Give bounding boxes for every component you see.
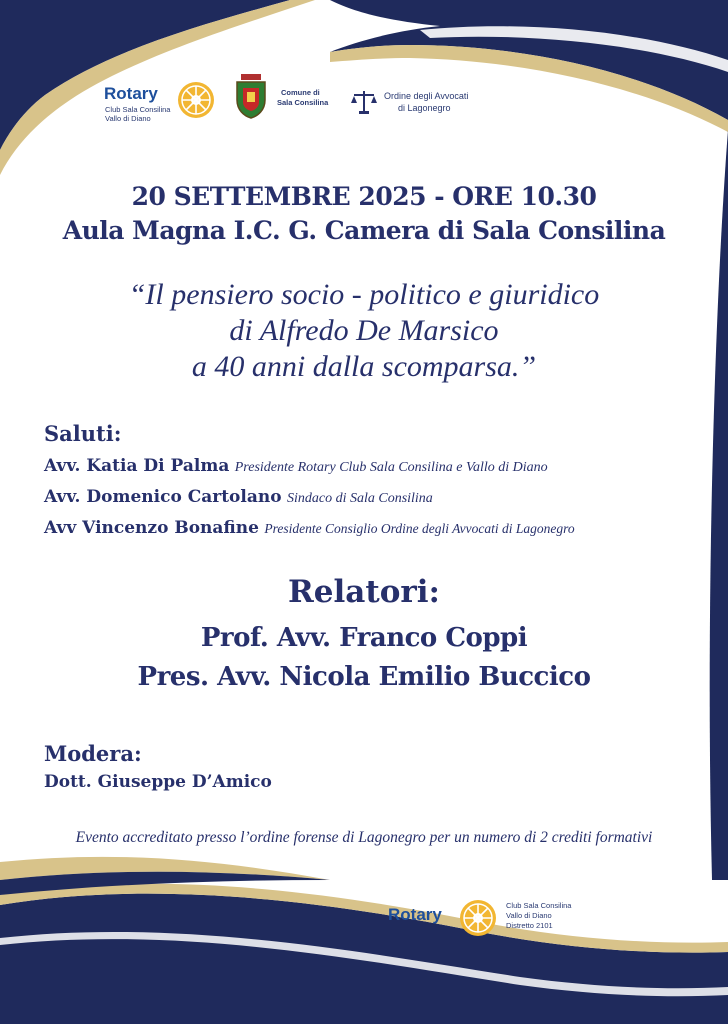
event-title-line-1: “Il pensiero socio - politico e giuridico: [128, 278, 600, 311]
saluti-item: [44, 456, 548, 476]
rotary-logo-header: [104, 78, 219, 124]
saluti-role: Presidente Consiglio Ordine degli Avvocati di Lagonegro: [264, 521, 575, 536]
event-title-line-3: a 40 anni dalla scomparsa.”: [191, 350, 537, 383]
footer-club-line3: Distretto 2101: [506, 921, 553, 930]
accreditation-note: Evento accreditato presso l’ordine forense di Lagonegro per un numero di 2 crediti formativi: [75, 829, 653, 846]
saluti-name: Avv Vincenzo Bonafine: [44, 518, 259, 538]
municipal-crest-icon: [233, 72, 269, 120]
rotary-wordmark: Rotary: [104, 84, 158, 103]
scales-of-justice-icon: [350, 88, 378, 116]
event-title-line-2: di Alfredo De Marsico: [229, 314, 499, 347]
relatori-heading: Relatori:: [288, 574, 440, 610]
saluti-item: [44, 487, 433, 507]
event-date: 20 SETTEMBRE 2025 - ORE 10.30: [131, 182, 597, 211]
relatore-name: Pres. Avv. Nicola Emilio Buccico: [137, 662, 591, 692]
comune-logo: [233, 72, 333, 122]
event-venue: Aula Magna I.C. G. Camera di Sala Consilina: [62, 216, 666, 245]
footer-club-line1: Club Sala Consilina: [506, 901, 572, 910]
comune-line1: Comune di: [281, 88, 320, 97]
moderator-name: Dott. Giuseppe D’Amico: [44, 772, 272, 792]
saluti-heading: Saluti:: [44, 421, 122, 446]
rotary-wordmark: Rotary: [388, 905, 442, 924]
ordine-line2: di Lagonegro: [398, 103, 451, 113]
ordine-line1: Ordine degli Avvocati: [384, 91, 469, 101]
rotary-logo-footer: [388, 896, 588, 942]
footer-club-line2: Vallo di Diano: [506, 911, 552, 920]
rotary-club-line1: Club Sala Consilina: [105, 105, 171, 114]
rotary-wheel-icon: [458, 898, 498, 938]
modera-heading: Modera:: [44, 741, 142, 766]
saluti-name: Avv. Katia Di Palma: [44, 456, 230, 476]
saluti-item: [44, 518, 575, 538]
relatore-name: Prof. Avv. Franco Coppi: [200, 623, 528, 653]
rotary-club-line2: Vallo di Diano: [105, 114, 151, 123]
saluti-role: Presidente Rotary Club Sala Consilina e Vallo di Diano: [234, 460, 548, 475]
comune-line2: Sala Consilina: [277, 98, 329, 107]
saluti-name: Avv. Domenico Cartolano: [44, 487, 282, 507]
ordine-logo: [350, 88, 500, 118]
saluti-role: Sindaco di Sala Consilina: [286, 491, 433, 506]
rotary-wheel-icon: [176, 80, 216, 120]
